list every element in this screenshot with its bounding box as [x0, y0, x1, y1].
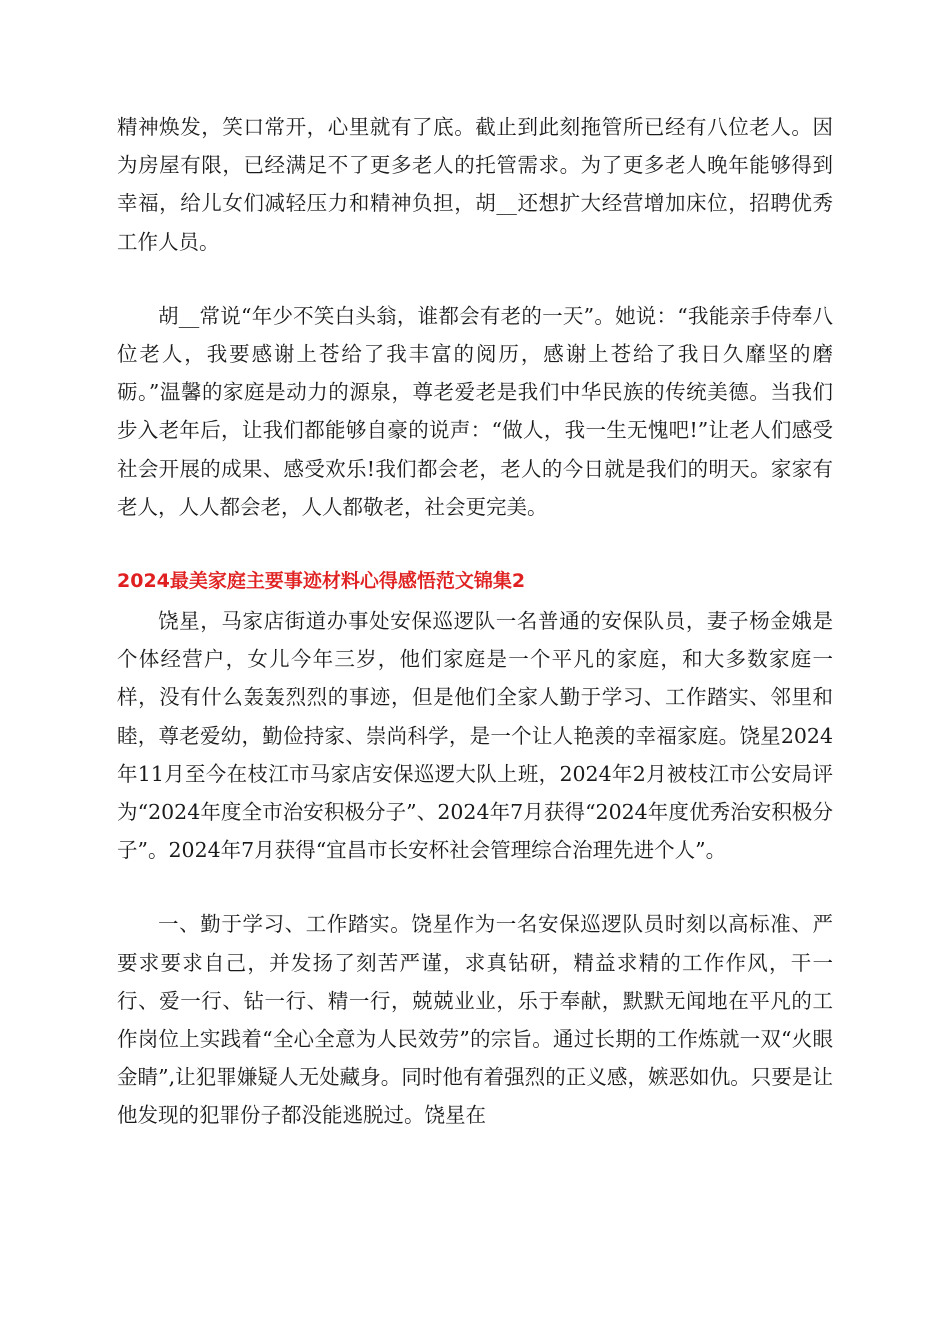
section-heading: 2024最美家庭主要事迹材料心得感悟范文锦集2 [117, 570, 526, 593]
paragraph-continuation: 精神焕发，笑口常开，心里就有了底。截止到此刻拖管所已经有八位老人。因为房屋有限，已经满足不了更多老人的托管需求。为了更多老人晚年能够得到幸福，给儿女们减轻压力和精神负担，胡__还想扩大经营增加床位，招聘优秀工作人员。 [117, 115, 833, 254]
paragraph-intro: 饶星，马家店街道办事处安保巡逻队一名普通的安保队员，妻子杨金娥是个体经营户，女儿今年三岁，他们家庭是一个平凡的家庭，和大多数家庭一样，没有什么轰轰烈烈的事迹，但是他们全家人勤于学习、工作踏实、邻里和睦，尊老爱幼，勤俭持家、崇尚科学，是一个让人艳羡的幸福家庭。饶星2024年11月至今在枝江市马家店安保巡逻大队上班，2024年2月被枝江市公安局评为“2024年度全市治安积极分子”、2024年7月获得“2024年度优秀治安积极分子”。2024年7月获得“宜昌市长安杯社会管理综合治理先进个人”。 [117, 609, 833, 863]
document-body [117, 108, 833, 1171]
paragraph-quote: 胡__常说“年少不笑白头翁，谁都会有老的一天”。她说：“我能亲手侍奉八位老人，我要感谢上苍给了我丰富的阅历，感谢上苍给了我日久靡坚的磨砺。”温馨的家庭是动力的源泉，尊老爱老是我们中华民族的传统美德。当我们步入老年后，让我们都能够自豪的说声：“做人，我一生无愧吧!”让老人们感受社会开展的成果、感受欢乐!我们都会老，老人的今日就是我们的明天。家家有老人，人人都会老，人人都敬老，社会更完美。 [117, 303, 833, 519]
paragraph-section-one: 一、勤于学习、工作踏实。饶星作为一名安保巡逻队员时刻以高标准、严要求要求自己，并发扬了刻苦严谨，求真钻研，精益求精的工作作风，干一行、爱一行、钻一行、精一行，兢兢业业，乐于奉献，默默无闻地在平凡的工作岗位上实践着“全心全意为人民效劳”的宗旨。通过长期的工作炼就一双“火眼金睛”,让犯罪嫌疑人无处藏身。同时他有着强烈的正义感，嫉恶如仇。只要是让他发现的犯罪份子都没能逃脱过。饶星在 [117, 912, 833, 1128]
